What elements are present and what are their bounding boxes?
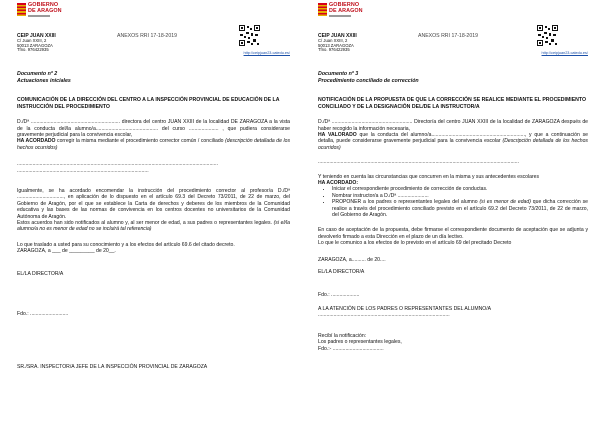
notification-text: Estos acuerdos han sido notificados al alumno y, al ser menor de edad, a sus padres o representantes legales. (17, 220, 274, 227)
agreement-label: HA ACORDADO (17, 138, 56, 145)
addressee: SR./SRA. INSPECTOR/A JEFE DE LA INSPECCIÓN PROVINCIAL DE ZARAGOZA (17, 363, 208, 370)
logo-text-2: DE ARAGON (28, 7, 62, 14)
qr-code-icon (537, 25, 558, 46)
paragraph-acceptance: En caso de aceptación de la propuesta, debe firmarse el correspondiente documento de aceptación que se adjunta y devolverlo firmado a esta Dirección en el plazo de un día lectivo. (318, 227, 588, 240)
agreement-label: HA ACORDADO: (318, 180, 359, 187)
annex-label: ANEXOS RRI 17-18-2019 (117, 33, 177, 39)
document-subtitle: Procedimiento conciliado de corrección (318, 78, 419, 84)
paragraph-communication: Lo que le comunico a los efectos de lo previsto en el artículo 69 del precitado Decreto (318, 240, 512, 247)
school-street: C/ Juan XXIII, 2 (17, 37, 47, 43)
agreement-list (318, 186, 588, 218)
paragraph-transfer: Lo que traslado a usted para su conocimiento y a los efectos del artículo 69.6 del citado decreto. (17, 241, 235, 248)
paragraph-director: D./Dª ............................................................... directora del centro JUAN XXIII de la localidad DE ZARAGOZA a la vista de la conducta del/la alumno/a............................................ del curso ..................... , que pudiera considerarse gravemente perjudicial para la convivencia escolar, (17, 119, 290, 138)
page-header (318, 0, 588, 60)
received-label: Recibí la notificación: (318, 332, 367, 339)
gobierno-aragon-logo (318, 3, 378, 31)
signature-line: Fdo.: .................... (318, 291, 360, 298)
logo-department-bar (28, 15, 50, 17)
section-heading: NOTIFICACIÓN DE LA PROPUESTA DE QUE LA CORRECCIÓN SE REALICE MEDIANTE EL PROCEDIMIENTO CONCILIADO Y DE LA DESIGNACIÓN DEL/DE LA INSTRUCTOR/A (318, 97, 587, 110)
school-name: CEIP JUAN XXIII (17, 33, 56, 39)
document-number: Documento nº 2 (17, 71, 58, 77)
list-item: • Iniciar el correspondiente procedimiento de corrección de conductas. (332, 186, 588, 192)
list-item: • Nombrar instructor/a a D./Dª ...................... (332, 193, 588, 199)
annex-label: ANEXOS RRI 17-18-2019 (418, 33, 478, 39)
paragraph-notification (17, 220, 290, 233)
paragraph-director: D./Dª ......................................................... Director/a del centro JUAN XXIII de la localidad de ZARAGOZA después de haber recogido la información necesaria, (318, 119, 588, 132)
paragraph-circumstances: Y teniendo en cuenta las circunstancias que concurren en la misma y sus antecedentes escolares (318, 173, 540, 180)
signature-line: Fdo.: ........................... (17, 311, 69, 318)
section-heading: COMUNICACIÓN DE LA DIRECCIÓN DEL CENTRO A LA INSPECCIÓN PROVINCIAL DE EDUCACIÓN DE LA INSTRUCCIÓN DEL PROCEDIMIENTO (17, 97, 280, 110)
school-street: C/ Juan XXIII, 2 (318, 37, 348, 43)
paragraph-agreement (17, 138, 290, 151)
school-address (17, 34, 56, 53)
aragon-flag-icon (318, 3, 327, 16)
date-line: ZARAGOZA, a ___ de _________ de 20__. (17, 248, 116, 255)
gobierno-aragon-logo (17, 3, 77, 31)
document-page-3 (300, 0, 600, 424)
signer-role: EL/LA DIRECTOR/A (17, 270, 64, 277)
logo-text-1: GOBIERNO (329, 2, 360, 8)
agreement-text: corregir la misma mediante el procedimiento corrector común / conciliado (55, 138, 226, 145)
document-subtitle: Actuaciones iniciales (17, 78, 71, 84)
school-url-link[interactable]: http://ceipjuan23.catedu.es/ (243, 51, 290, 55)
attention-line: A LA ATENCIÓN DE LOS PADRES O REPRESENTANTES DEL ALUMNO/A (318, 305, 492, 312)
parents-label: Los padres o representantes legales, (318, 339, 402, 346)
assessment-label: HA VALORADO (318, 132, 357, 138)
school-city: 50013 ZARAGOZA (17, 42, 53, 48)
date-line: ZARAGOZA, a.......... de 20.... (318, 256, 386, 263)
school-url-link[interactable]: http://ceipjuan23.catedu.es/ (541, 51, 588, 55)
school-city: 50013 ZARAGOZA (318, 42, 354, 48)
document-number: Documento nº 3 (318, 71, 359, 77)
logo-text-1: GOBIERNO (28, 2, 59, 8)
school-phone: Tfno. 976422935 (17, 47, 49, 53)
agreement-note: (descripción detallada de los hechos ocurridos) (17, 138, 290, 151)
page-header (17, 0, 290, 60)
parents-signature-line: Fdo.:- .................................... (318, 345, 384, 352)
paragraph-assessment (318, 132, 588, 151)
dotted-line: ............................................................................................. (318, 312, 450, 319)
school-address (318, 34, 357, 53)
notification-note: (si el/la alumno/a no es menor de edad no se incluirá tal referencia) (17, 220, 290, 233)
assessment-note: (Descripción detallada de los hechos ocurridos) (318, 138, 588, 151)
aragon-flag-icon (17, 3, 26, 16)
paragraph-instruction: Igualmente, se ha acordado encomendar la instrucción del procedimiento corrector al profesor/a D./Dª ................................., en aplicación de lo dispuesto en el artículo 69.3 del Decreto 73/2011, de 22 de marzo, del Gobierno de Aragón, por el que se establece la Carta de derechos y deberes de los miembros de la Comunidad educativa y las bases de las normas de convivencia en los centros docentes no universitarios de la Comunidad Autónoma de Aragón. (17, 188, 290, 220)
dotted-line: .............................................................................................................................................. (318, 159, 519, 166)
school-name: CEIP JUAN XXIII (318, 33, 357, 39)
school-phone: Tfno. 976422935 (318, 47, 350, 53)
qr-code-icon (239, 25, 260, 46)
logo-text-2: DE ARAGON (329, 7, 363, 14)
list-item: • PROPONER a los padres o representantes legales del alumno (si es menor de edad) que dicha corrección se realice a través del procedimiento conciliado previsto en el artículo 69.2 del Decreto 73/2011, de 22 de marzo, del Gobierno de Aragón. (332, 199, 588, 218)
logo-department-bar (329, 15, 351, 17)
dotted-line: .............................................................................................................................................. (17, 161, 218, 168)
signer-role: EL/LA DIRECTOR/A (318, 269, 365, 276)
dotted-line: ............................................................................................. (17, 167, 149, 174)
assessment-text: que la conducta del alumno/a.................................................................., y que a continuación se detalla, puede considerarse gravemente perjudicial para la convivencia escolar (318, 132, 588, 145)
